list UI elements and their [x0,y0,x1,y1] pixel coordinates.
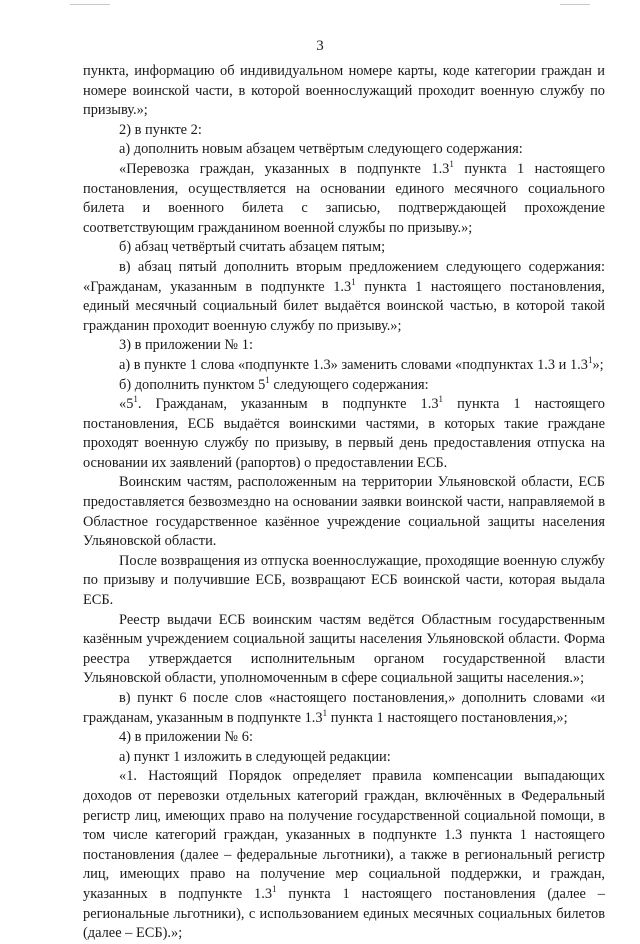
superscript: 1 [449,158,454,169]
paragraph-text: 2) в пункте 2: [119,121,202,138]
paragraph-text: «Перевозка граждан, указанных в подпункте 1.3 [119,160,450,177]
paragraph-text: «5 [119,396,134,413]
superscript: 1 [351,276,356,287]
paragraph-text: а) в пункте 1 слова «подпункте 1.3» заменить словами «подпунктах 1.3 и 1.3 [119,356,588,373]
paragraph-text: пункта 1 настоящего постановления, единый месячный социальный билет выдаётся воинской частью, в которой такой гражданин проходит военную службу по призыву.»; [83,278,606,334]
paragraph-text: После возвращения из отпуска военнослужащие, проходящие военную службу по призыву и получившие ЕСБ, возвращают ЕСБ воинской части, которая выдала ЕСБ. [83,552,605,609]
paragraph-text: пункта 1 настоящего постановления, осуществляется на основании единого месячного социального билета и военного билета с записью, подтверждающей прохождение соответствующим гражданином военной службы по призыву.»; [83,160,606,236]
scan-artifact [70,4,110,5]
paragraph [83,748,605,768]
paragraph-text: а) пункт 1 изложить в следующей редакции: [119,748,391,765]
paragraph-text: . Гражданам, указанным в подпункте 1.3 [137,396,439,413]
paragraph-text: пункта, информацию об индивидуальном номере карты, коде категории граждан и номере воинской части, в которой военнослужащий проходит военную службу по призыву.»; [83,63,605,119]
paragraph [83,552,605,611]
paragraph [83,258,605,336]
paragraph [83,611,605,689]
paragraph-text: б) абзац четвёртый считать абзацем пятым; [119,239,386,256]
paragraph [83,689,605,728]
superscript: 1 [322,707,328,718]
paragraph [83,238,605,258]
paragraph-text: Реестр выдачи ЕСБ воинским частям ведётся Областным государственным казённым учреждением социальной защиты населения Ульяновской области. Форма реестра утверждается исполнительным органом государственной власти Ульяновской области, уполномоченным в сфере социальной защиты населения.»; [83,611,605,687]
paragraph [83,767,605,943]
paragraph-text: пункта 1 настоящего постановления (далее – региональные льготники), с использованием единых месячных социальных билетов (далее – ЕСБ).»; [83,885,605,942]
paragraph-text: б) дополнить пунктом 5 [119,376,266,393]
superscript: 1 [133,394,138,405]
paragraph-text: а) дополнить новым абзацем четвёртым следующего содержания: [119,141,523,158]
paragraph-text: следующего содержания: [269,376,429,393]
document-body [83,62,605,944]
page-number: 3 [316,38,324,54]
superscript: 1 [438,394,444,405]
paragraph [83,140,605,160]
superscript: 1 [272,883,277,894]
paragraph [83,62,605,121]
paragraph [83,160,605,238]
paragraph-text: »; [592,356,604,373]
paragraph-text: в) пункт 6 после слов «настоящего постановления,» дополнить словами «и гражданам, указанным в подпункте 1.3 [83,690,605,726]
paragraph [83,336,605,356]
paragraph-text: пункта 1 настоящего постановления,»; [327,709,568,726]
paragraph [83,395,605,473]
paragraph [83,728,605,748]
paragraph-text: 3) в приложении № 1: [119,337,253,354]
paragraph-text: «1. Настоящий Порядок определяет правила компенсации выпадающих доходов от перевозки отдельных категорий граждан, включённых в Федеральный регистр лиц, имеющих право на получение государственной социальной помощи, в том числе категорий граждан, указанных в подпункте 1.3 пункта 1 настоящего постановления (далее – федеральные льготники), а также в региональный регистр лиц, имеющих право на получение мер социальной поддержки, и граждан, указанных в подпункте 1.3 [83,768,605,902]
superscript: 1 [587,354,593,365]
paragraph [83,473,605,551]
paragraph-text: пункта 1 настоящего постановления, ЕСБ выдаётся воинскими частями, в которых такие граждане проходят военную службу по призыву, в первый день предоставления отпуска на основании их заявлений (рапортов) о предоставлении ЕСБ. [83,396,605,471]
scan-artifact [560,4,590,5]
paragraph-text: в) абзац пятый дополнить вторым предложением следующего содержания: «Гражданам, указанным в подпункте 1.3 [83,258,605,295]
paragraph-text: Воинским частям, расположенным на территории Ульяновской области, ЕСБ предоставляется безвозмездно на основании заявки воинской части, направляемой в Областное государственное казённое учреждение социальной защиты населения Ульяновской области. [83,474,605,550]
superscript: 1 [265,374,270,385]
paragraph-text: 4) в приложении № 6: [119,729,253,746]
paragraph [83,356,605,376]
paragraph [83,121,605,141]
paragraph [83,376,605,396]
